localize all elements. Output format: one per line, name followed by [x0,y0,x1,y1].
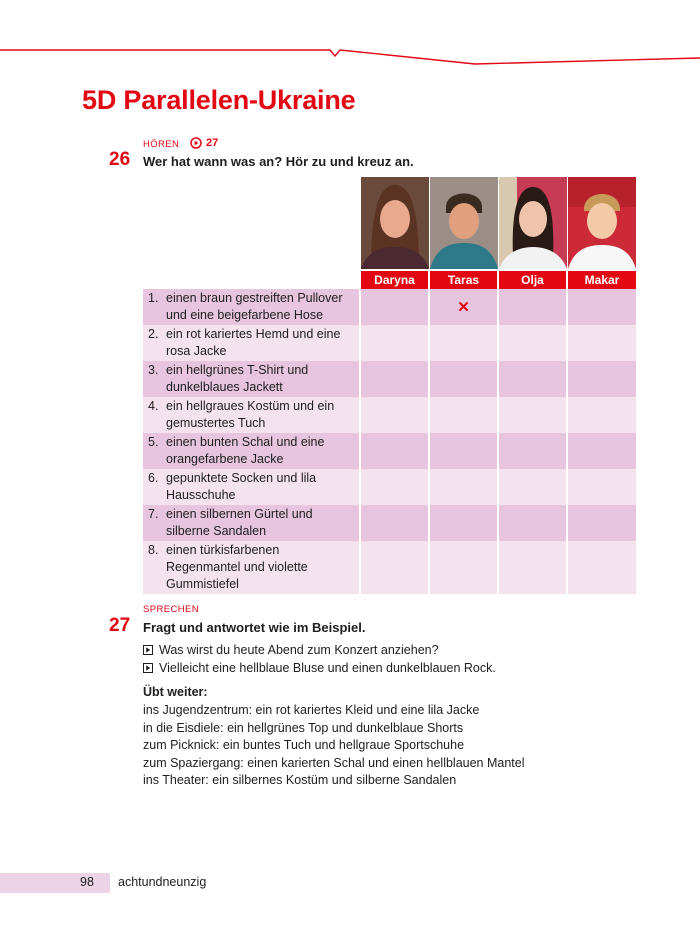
checkbox-cell[interactable] [498,361,567,397]
checkbox-cell[interactable] [567,433,636,469]
checkbox-cell[interactable] [429,361,498,397]
item-cell [143,505,360,541]
item-number: 3. [148,363,159,377]
item-number: 1. [148,291,159,305]
item-cell [143,541,360,594]
dialog-question: Was wirst du heute Abend zum Konzert anziehen? [159,643,439,657]
item-text: einen braun gestreiften Pullover und eine beigefarbene Hose [166,291,343,322]
checkbox-cell[interactable] [429,541,498,594]
item-number: 6. [148,471,159,485]
table-row [143,397,636,433]
column-header-taras: Taras [429,271,498,289]
item-text: einen türkisfarbenen Regenmantel und violette Gummistiefel [166,543,308,591]
item-number: 2. [148,327,159,341]
exercise-26-number: 26 [109,149,131,170]
audio-track-number: 27 [206,137,219,149]
photo-makar [568,177,636,269]
table-row [143,469,636,505]
checkbox-cell[interactable] [498,433,567,469]
play-icon [143,663,153,673]
exercise-27-instruction: Fragt und antwortet wie im Beispiel. [143,620,366,635]
dialog-answer: Vielleicht eine hellblaue Bluse und einen dunkelblauen Rock. [159,661,496,675]
checkbox-cell[interactable] [429,433,498,469]
item-cell [143,397,360,433]
dialog-line [143,659,496,677]
column-header-makar: Makar [567,271,636,289]
item-number: 5. [148,435,159,449]
item-text: ein hellgrünes T-Shirt und dunkelblaues Jackett [166,363,309,394]
item-cell [143,469,360,505]
item-cell [143,361,360,397]
table-row [143,505,636,541]
checkbox-cell[interactable] [498,397,567,433]
table-row [143,541,636,594]
audio-track-icon [190,137,202,149]
practice-item: ins Jugendzentrum: ein rot kariertes Kleid und eine lila Jacke [143,703,480,717]
checkbox-cell[interactable] [567,361,636,397]
item-number: 7. [148,507,159,521]
checkbox-cell[interactable] [360,325,429,361]
example-dialog [143,641,496,677]
table-row [143,433,636,469]
practice-item: ins Theater: ein silbernes Kostüm und silberne Sandalen [143,773,457,788]
checkbox-cell[interactable] [567,397,636,433]
checkbox-cell[interactable] [498,505,567,541]
practice-item: zum Picknick: ein buntes Tuch und hellgraue Sportschuhe [143,738,465,753]
checkbox-cell[interactable] [498,469,567,505]
photo-daryna [361,177,429,269]
exercise-26-tag: HÖREN [143,139,180,150]
play-icon [143,645,153,655]
exercise-27-number: 27 [109,615,131,636]
audio-reference[interactable] [190,137,218,149]
item-cell [143,325,360,361]
checkbox-cell[interactable] [567,289,636,325]
photo-taras [430,177,498,269]
table-row [143,289,636,325]
checkbox-cell[interactable] [567,325,636,361]
item-text: gepunktete Socken und lila Hausschuhe [166,471,317,502]
practice-item: zum Spaziergang: einen karierten Schal und einen hellblauen Mantel [143,755,525,770]
column-header-daryna: Daryna [360,271,429,289]
checkbox-cell[interactable] [498,325,567,361]
exercise-27-tag: SPRECHEN [143,604,199,615]
checkbox-cell[interactable] [360,397,429,433]
item-cell [143,289,360,325]
checkbox-cell[interactable] [360,469,429,505]
checkbox-cell[interactable] [360,361,429,397]
item-text: ein hellgraues Kostüm und ein gemustertes Tuch [166,399,335,430]
checkbox-cell[interactable] [429,397,498,433]
checkbox-cell[interactable] [429,505,498,541]
practice-title: Übt weiter: [143,685,208,699]
page-number-word: achtundneunzig [118,875,207,889]
item-text: ein rot kariertes Hemd und eine rosa Jacke [166,327,341,358]
checkbox-cell[interactable] [429,325,498,361]
checkbox-cell[interactable] [429,289,498,325]
checkbox-cell[interactable] [567,469,636,505]
checkbox-cell[interactable] [567,541,636,594]
item-text: einen silbernen Gürtel und silberne Sandalen [166,507,313,538]
practice-item: in die Eisdiele: ein hellgrünes Top und dunkelblaue Shorts [143,720,464,735]
practice-list [143,702,525,790]
checkbox-cell[interactable] [429,469,498,505]
checkbox-cell[interactable] [360,505,429,541]
checkbox-cell[interactable] [498,541,567,594]
answer-grid [143,271,636,594]
table-row [143,325,636,361]
item-number: 4. [148,399,159,413]
checkbox-cell[interactable] [567,505,636,541]
exercise-26-instruction: Wer hat wann was an? Hör zu und kreuz an. [143,154,414,169]
cross-mark: ✕ [457,298,470,316]
unit-title: 5D Parallelen-Ukraine [82,85,356,115]
checkbox-cell[interactable] [360,433,429,469]
checkbox-cell[interactable] [360,289,429,325]
header-rule [0,0,700,70]
checkbox-cell[interactable] [360,541,429,594]
table-row [143,361,636,397]
page-number: 98 [80,875,94,889]
item-text: einen bunten Schal und eine orangefarbene Jacke [166,435,325,466]
checkbox-cell[interactable] [498,289,567,325]
item-cell [143,433,360,469]
item-number: 8. [148,543,159,557]
photo-olja [499,177,567,269]
column-header-olja: Olja [498,271,567,289]
dialog-line [143,641,496,659]
